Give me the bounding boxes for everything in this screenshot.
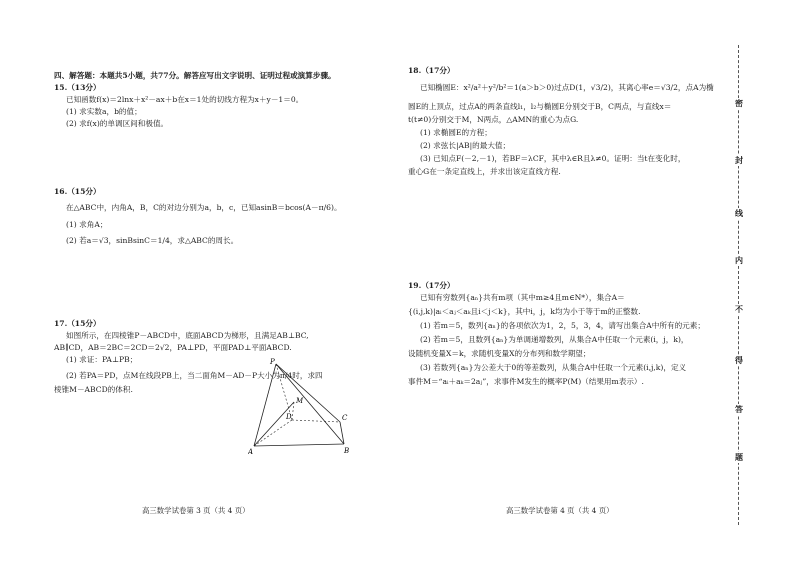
seal-char: 内 xyxy=(735,255,743,265)
left-footer: 高三数学试卷第 3 页（共 4 页） xyxy=(142,506,250,515)
q19-line2: {(i,j,k)|aᵢ＜aⱼ＜aₖ且i＜j＜k}，其中i，j，k均为小于等于m的正整数. xyxy=(408,307,641,316)
seal-char: 线 xyxy=(735,208,743,218)
seal-char: 题 xyxy=(735,452,743,462)
label-C: C xyxy=(342,414,348,422)
segment-DM xyxy=(292,402,294,420)
q19-line7: 事件M＝“aᵢ＋aₖ＝2aⱼ”，求事件M发生的概率P(M)（结果用m表示）. xyxy=(408,377,644,386)
q17-stem2: AB∥CD，AB＝2BC＝2CD＝2√2，PA⊥PD，平面PAD⊥平面ABCD. xyxy=(54,343,292,352)
q15-title: 15.（13分） xyxy=(54,83,101,92)
q18-line3: t(t≠0)分别交于M，N两点，△AMN的重心为点G. xyxy=(408,115,579,124)
edge-DC xyxy=(292,420,340,422)
q17-title: 17.（15分） xyxy=(54,319,101,328)
q18-line2: 圆E的上顶点，过点A的两条直线l₁，l₂与椭圆E分别交于B，C两点，与直线x＝ xyxy=(408,102,672,111)
label-M: M xyxy=(296,397,304,405)
q16-part2: (2) 若a＝√3，sinBsinC＝1/4，求△ABC的周长。 xyxy=(66,236,239,245)
label-B: B xyxy=(344,447,350,455)
q19-line3: (1) 若m＝5，数列{aₙ}的各项依次为1，2，5，3，4，请写出集合A中所有的元素； xyxy=(420,321,705,330)
q19-line6: (3) 若数列{aₙ}为公差大于0的等差数列，从集合A中任取一个元素(i,j,k)，定义 xyxy=(420,363,687,372)
label-A: A xyxy=(248,448,254,456)
right-footer: 高三数学试卷第 4 页（共 4 页） xyxy=(506,506,614,515)
q16-part1: (1) 求角A； xyxy=(66,220,108,229)
q16-title: 16.（15分） xyxy=(54,187,101,196)
q19-line1: 已知有穷数列{aₙ}共有m项（其中m≥4且m∈N*），集合A＝ xyxy=(420,293,625,302)
q17-stem1: 如图所示，在四棱锥P－ABCD中，底面ABCD为梯形，且满足AB⊥BC, xyxy=(66,331,309,340)
seal-char: 封 xyxy=(735,155,743,165)
q16-stem: 在△ABC中，内角A，B，C的对边分别为a，b，c，已知asinB＝bcos(A－π/6)。 xyxy=(66,203,342,212)
q19-line4: (2) 若m＝5，且数列{aₙ}为单调递增数列，从集合A中任取一个元素(i，j，k)， xyxy=(420,335,689,344)
edge-PB xyxy=(276,364,344,444)
q19-line5: 设随机变量X＝k，求随机变量X的分布列和数学期望； xyxy=(408,349,591,358)
label-D: D xyxy=(286,413,292,421)
edge-PD xyxy=(276,364,292,420)
pyramid-figure xyxy=(248,356,358,456)
q18-title: 18.（17分） xyxy=(408,66,455,75)
q15-part1: (1) 求实数a，b的值； xyxy=(66,107,142,116)
q17-part1: (1) 求证：PA⊥PB； xyxy=(66,355,138,364)
seal-char: 不 xyxy=(735,304,743,314)
seal-char: 密 xyxy=(735,98,743,108)
q18-part1: (1) 求椭圆E的方程； xyxy=(420,128,492,137)
q19-title: 19.（17分） xyxy=(408,281,455,290)
label-P: P xyxy=(270,358,275,366)
section-header: 四、解答题：本题共5小题，共77分。解答应写出文字说明、证明过程或演算步骤。 xyxy=(54,71,336,80)
q17-part2b: 棱锥M－ABCD的体积. xyxy=(54,385,133,394)
q17-part2a: (2) 若PA＝PD，点M在线段PB上，当二面角M－AD－P大小为π/4时，求四 xyxy=(66,371,323,380)
seal-char: 得 xyxy=(735,355,743,365)
q18-part2: (2) 求弦长|AB|的最大值； xyxy=(420,141,511,150)
q18-part3a: (3) 已知点F(－2,－1)，若BF＝λCF，其中λ∈R且λ≠0。证明：当t在变化时， xyxy=(420,154,686,163)
q15-part2: (2) 求f(x)的单调区间和极值。 xyxy=(66,119,169,128)
edge-BC xyxy=(340,422,344,444)
edge-AB xyxy=(254,444,344,446)
seal-char: 答 xyxy=(735,404,743,414)
q15-stem: 已知函数f(x)＝2lnx＋x²－ax＋b在x＝1处的切线方程为x＋y－1＝0。 xyxy=(66,95,304,104)
q18-part3b: 重心G在一条定直线上，并求出该定直线方程. xyxy=(408,167,561,176)
right-page xyxy=(400,0,800,566)
q18-line1: 已知椭圆E：x²/a²＋y²/b²＝1(a＞b＞0)过点D(1，√3/2)，其离心率e＝√3/2，点A为椭 xyxy=(420,83,714,92)
